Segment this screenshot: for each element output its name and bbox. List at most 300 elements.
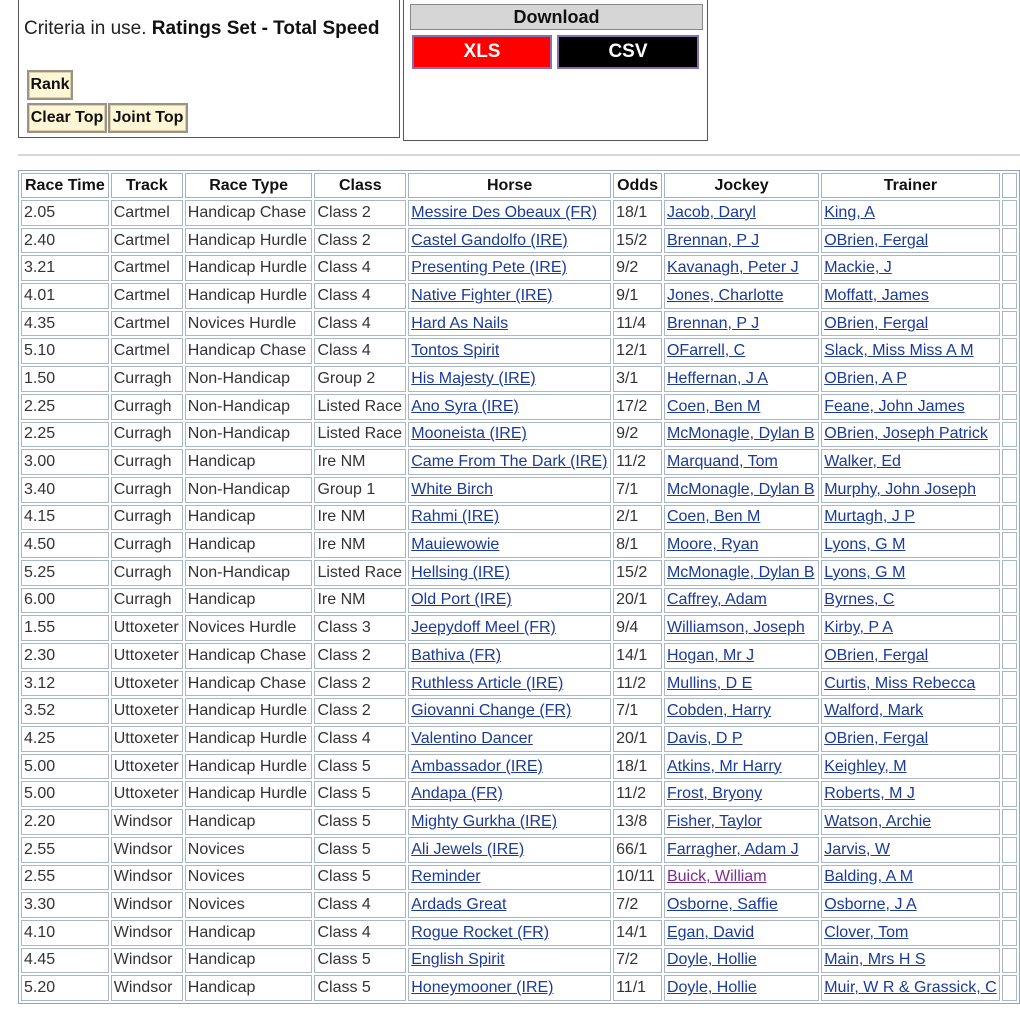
cell-odds: 12/1	[613, 338, 662, 364]
horse-link[interactable]: Mooneista (IRE)	[411, 425, 527, 443]
jockey-link[interactable]: McMonagle, Dylan B	[666, 425, 815, 443]
cell-horse	[408, 505, 611, 531]
cell-race-time: 4.50	[21, 532, 109, 558]
cell-extra	[1002, 338, 1017, 364]
cell-odds: 11/2	[613, 781, 662, 807]
horse-link[interactable]: Mauiewowie	[411, 536, 500, 554]
cell-horse	[408, 532, 611, 558]
cell-horse	[408, 837, 611, 863]
cell-race-time: 4.25	[21, 726, 109, 752]
jockey-link[interactable]: Fisher, Taylor	[666, 812, 762, 830]
cell-jockey	[664, 449, 819, 475]
cell-class: Group 1	[314, 477, 406, 503]
cell-extra	[1002, 948, 1017, 974]
cell-class: Ire NM	[314, 532, 406, 558]
cell-race-type: Handicap Chase	[185, 643, 313, 669]
trainer-link[interactable]: Walker, Ed	[824, 453, 901, 471]
cell-race-type: Handicap Hurdle	[185, 698, 313, 724]
horse-link[interactable]: Ardads Great	[411, 896, 507, 914]
horse-link[interactable]: Came From The Dark (IRE)	[411, 453, 608, 471]
header-class[interactable]: Class	[314, 173, 406, 198]
cell-odds: 13/8	[613, 809, 662, 835]
cell-horse	[408, 975, 611, 1001]
cell-horse	[408, 283, 611, 309]
table-row	[21, 505, 1017, 531]
cell-trainer	[821, 449, 999, 475]
cell-jockey	[664, 283, 819, 309]
cell-trainer	[821, 422, 999, 448]
trainer-link[interactable]: OBrien, Fergal	[824, 646, 929, 664]
cell-race-time: 1.55	[21, 615, 109, 641]
cell-horse	[408, 394, 611, 420]
horse-link[interactable]: Andapa (FR)	[411, 785, 503, 803]
cell-trainer	[821, 809, 999, 835]
cell-extra	[1002, 560, 1017, 586]
cell-horse	[408, 892, 611, 918]
cell-trainer	[821, 892, 999, 918]
cell-trainer	[821, 532, 999, 558]
cell-track: Curragh	[111, 588, 183, 614]
cell-odds: 7/2	[613, 892, 662, 918]
cell-extra	[1002, 643, 1017, 669]
cell-race-type: Non-Handicap	[185, 394, 313, 420]
cell-race-time: 2.55	[21, 837, 109, 863]
cell-trainer	[821, 837, 999, 863]
cell-race-time: 5.20	[21, 975, 109, 1001]
horse-link[interactable]: White Birch	[411, 480, 494, 498]
cell-race-time: 4.45	[21, 948, 109, 974]
cell-odds: 7/1	[613, 477, 662, 503]
cell-extra	[1002, 283, 1017, 309]
cell-trainer	[821, 698, 999, 724]
jockey-link[interactable]: Cobden, Harry	[666, 702, 772, 720]
jockey-link[interactable]: Frost, Bryony	[666, 785, 763, 803]
trainer-link[interactable]: Murtagh, J P	[824, 508, 915, 526]
cell-extra	[1002, 366, 1017, 392]
cell-odds: 9/2	[613, 255, 662, 281]
header-track[interactable]: Track	[111, 173, 183, 198]
trainer-link[interactable]: Curtis, Miss Rebecca	[824, 674, 976, 692]
horse-link[interactable]: Hellsing (IRE)	[411, 563, 510, 581]
jockey-link[interactable]: Jacob, Daryl	[666, 203, 756, 221]
cell-horse	[408, 588, 611, 614]
cell-race-time: 4.01	[21, 283, 109, 309]
clear-top-button[interactable]: Clear Top	[27, 103, 107, 133]
cell-track: Windsor	[111, 975, 183, 1001]
trainer-link[interactable]: OBrien, Joseph Patrick	[824, 425, 988, 443]
horse-link[interactable]: Ruthless Article (IRE)	[411, 674, 564, 692]
horse-link[interactable]: English Spirit	[411, 951, 505, 969]
jockey-link[interactable]: Davis, D P	[666, 729, 743, 747]
cell-extra	[1002, 671, 1017, 697]
jockey-link[interactable]: Hogan, Mr J	[666, 646, 755, 664]
cell-class: Ire NM	[314, 449, 406, 475]
csv-download-button[interactable]: CSV	[557, 35, 699, 69]
jockey-link[interactable]: Mullins, D E	[666, 674, 753, 692]
cell-horse	[408, 781, 611, 807]
horse-link[interactable]: Rahmi (IRE)	[411, 508, 500, 526]
trainer-link[interactable]: Balding, A M	[824, 868, 914, 886]
trainer-link[interactable]: OBrien, A P	[824, 369, 907, 387]
rank-button[interactable]: Rank	[27, 70, 73, 100]
download-panel	[403, 0, 708, 141]
jockey-link[interactable]: Farragher, Adam J	[666, 840, 799, 858]
jockey-link[interactable]: Brennan, P J	[666, 231, 760, 249]
table-row	[21, 837, 1017, 863]
cell-trainer	[821, 588, 999, 614]
trainer-link[interactable]: Watson, Archie	[824, 812, 932, 830]
cell-track: Cartmel	[111, 255, 183, 281]
table-row	[21, 283, 1017, 309]
jockey-link[interactable]: Buick, William	[666, 868, 767, 886]
cell-class: Class 5	[314, 809, 406, 835]
cell-extra	[1002, 920, 1017, 946]
horse-link[interactable]: Honeymooner (IRE)	[411, 979, 554, 997]
horse-link[interactable]: Ambassador (IRE)	[411, 757, 543, 775]
cell-class: Class 5	[314, 865, 406, 891]
cell-horse	[408, 200, 611, 226]
cell-odds: 14/1	[613, 643, 662, 669]
horse-link[interactable]: Ali Jewels (IRE)	[411, 840, 525, 858]
cell-odds: 7/2	[613, 948, 662, 974]
cell-track: Curragh	[111, 422, 183, 448]
cell-trainer	[821, 643, 999, 669]
cell-race-type: Handicap	[185, 948, 313, 974]
cell-track: Windsor	[111, 948, 183, 974]
cell-track: Curragh	[111, 449, 183, 475]
cell-track: Cartmel	[111, 311, 183, 337]
cell-jockey	[664, 588, 819, 614]
cell-class: Class 4	[314, 726, 406, 752]
trainer-link[interactable]: Feane, John James	[824, 397, 965, 415]
cell-extra	[1002, 422, 1017, 448]
jockey-link[interactable]: McMonagle, Dylan B	[666, 563, 815, 581]
horse-link[interactable]: Hard As Nails	[411, 314, 509, 332]
cell-horse	[408, 228, 611, 254]
cell-trainer	[821, 311, 999, 337]
cell-class: Class 4	[314, 311, 406, 337]
cell-extra	[1002, 505, 1017, 531]
cell-trainer	[821, 283, 999, 309]
table-row	[21, 754, 1017, 780]
cell-race-type: Handicap	[185, 505, 313, 531]
cell-race-type: Novices	[185, 837, 313, 863]
criteria-prefix: Criteria in use.	[24, 18, 152, 39]
horse-link[interactable]: Ano Syra (IRE)	[411, 397, 519, 415]
trainer-link[interactable]: Moffatt, James	[824, 286, 929, 304]
cell-race-type: Handicap Hurdle	[185, 754, 313, 780]
jockey-link[interactable]: Kavanagh, Peter J	[666, 259, 799, 277]
cell-race-type: Novices Hurdle	[185, 615, 313, 641]
trainer-link[interactable]: Roberts, M J	[824, 785, 915, 803]
cell-class: Class 5	[314, 754, 406, 780]
cell-jockey	[664, 975, 819, 1001]
cell-jockey	[664, 311, 819, 337]
cell-trainer	[821, 200, 999, 226]
jockey-link[interactable]: Moore, Ryan	[666, 536, 759, 554]
cell-race-type: Novices	[185, 892, 313, 918]
table-row	[21, 865, 1017, 891]
cell-trainer	[821, 671, 999, 697]
cell-race-time: 4.15	[21, 505, 109, 531]
table-row	[21, 477, 1017, 503]
cell-class: Class 2	[314, 643, 406, 669]
jockey-link[interactable]: Osborne, Saffie	[666, 896, 778, 914]
cell-class: Class 5	[314, 837, 406, 863]
cell-race-time: 3.30	[21, 892, 109, 918]
horse-link[interactable]: Native Fighter (IRE)	[411, 286, 553, 304]
cell-race-time: 4.10	[21, 920, 109, 946]
table-row	[21, 892, 1017, 918]
cell-odds: 14/1	[613, 920, 662, 946]
jockey-link[interactable]: McMonagle, Dylan B	[666, 480, 815, 498]
jockey-link[interactable]: Heffernan, J A	[666, 369, 769, 387]
cell-trainer	[821, 975, 999, 1001]
jockey-link[interactable]: Williamson, Joseph	[666, 619, 805, 637]
cell-race-type: Non-Handicap	[185, 477, 313, 503]
cell-race-type: Handicap	[185, 532, 313, 558]
horse-link[interactable]: Reminder	[411, 868, 481, 886]
cell-odds: 3/1	[613, 366, 662, 392]
cell-race-type: Handicap Hurdle	[185, 726, 313, 752]
jockey-link[interactable]: OFarrell, C	[666, 342, 746, 360]
criteria-panel	[18, 0, 400, 138]
trainer-link[interactable]: Kirby, P A	[824, 619, 893, 637]
cell-class: Class 4	[314, 255, 406, 281]
trainer-link[interactable]: OBrien, Fergal	[824, 314, 929, 332]
jockey-link[interactable]: Coen, Ben M	[666, 397, 761, 415]
header-race-time[interactable]: Race Time	[21, 173, 109, 198]
jockey-link[interactable]: Doyle, Hollie	[666, 951, 757, 969]
results-table	[18, 170, 1020, 1004]
cell-track: Curragh	[111, 505, 183, 531]
table-row	[21, 920, 1017, 946]
trainer-link[interactable]: Murphy, John Joseph	[824, 480, 976, 498]
cell-trainer	[821, 781, 999, 807]
cell-jockey	[664, 754, 819, 780]
trainer-link[interactable]: Osborne, J A	[824, 896, 917, 914]
cell-odds: 20/1	[613, 588, 662, 614]
table-row	[21, 560, 1017, 586]
cell-race-time: 5.00	[21, 754, 109, 780]
trainer-link[interactable]: Jarvis, W	[824, 840, 890, 858]
header-odds[interactable]: Odds	[613, 173, 662, 198]
cell-class: Class 2	[314, 200, 406, 226]
cell-trainer	[821, 948, 999, 974]
cell-odds: 9/1	[613, 283, 662, 309]
cell-horse	[408, 671, 611, 697]
cell-jockey	[664, 505, 819, 531]
cell-class: Class 3	[314, 615, 406, 641]
cell-extra	[1002, 228, 1017, 254]
table-row	[21, 255, 1017, 281]
cell-horse	[408, 920, 611, 946]
cell-track: Curragh	[111, 394, 183, 420]
header-race-type[interactable]: Race Type	[185, 173, 313, 198]
criteria-text	[24, 18, 379, 40]
cell-track: Windsor	[111, 920, 183, 946]
horse-link[interactable]: His Majesty (IRE)	[411, 369, 536, 387]
cell-track: Uttoxeter	[111, 726, 183, 752]
cell-horse	[408, 754, 611, 780]
cell-race-type: Handicap Hurdle	[185, 781, 313, 807]
horse-link[interactable]: Tontos Spirit	[411, 342, 500, 360]
cell-jockey	[664, 200, 819, 226]
cell-trainer	[821, 560, 999, 586]
cell-track: Cartmel	[111, 283, 183, 309]
joint-top-button[interactable]: Joint Top	[108, 103, 188, 133]
trainer-link[interactable]: King, A	[824, 203, 875, 221]
cell-track: Windsor	[111, 837, 183, 863]
table-row	[21, 809, 1017, 835]
horse-link[interactable]: Valentino Dancer	[411, 729, 533, 747]
cell-track: Windsor	[111, 892, 183, 918]
horse-link[interactable]: Rogue Rocket (FR)	[411, 923, 550, 941]
trainer-link[interactable]: Mackie, J	[824, 259, 892, 277]
cell-race-time: 3.40	[21, 477, 109, 503]
cell-race-type: Non-Handicap	[185, 366, 313, 392]
cell-race-type: Handicap	[185, 449, 313, 475]
trainer-link[interactable]: Slack, Miss Miss A M	[824, 342, 974, 360]
jockey-link[interactable]: Doyle, Hollie	[666, 979, 757, 997]
xls-download-button[interactable]: XLS	[412, 35, 552, 69]
cell-odds: 18/1	[613, 200, 662, 226]
cell-odds: 11/4	[613, 311, 662, 337]
cell-race-type: Handicap Hurdle	[185, 228, 313, 254]
jockey-link[interactable]: Brennan, P J	[666, 314, 760, 332]
cell-trainer	[821, 615, 999, 641]
cell-extra	[1002, 449, 1017, 475]
cell-track: Uttoxeter	[111, 781, 183, 807]
cell-trainer	[821, 754, 999, 780]
cell-class: Group 2	[314, 366, 406, 392]
header-extra	[1002, 173, 1017, 198]
cell-race-time: 2.20	[21, 809, 109, 835]
cell-jockey	[664, 615, 819, 641]
trainer-link[interactable]: Byrnes, C	[824, 591, 895, 609]
cell-class: Class 5	[314, 975, 406, 1001]
cell-race-time: 2.25	[21, 394, 109, 420]
cell-extra	[1002, 588, 1017, 614]
download-title: Download	[410, 4, 703, 30]
cell-odds: 11/2	[613, 671, 662, 697]
table-row	[21, 449, 1017, 475]
cell-horse	[408, 809, 611, 835]
cell-jockey	[664, 781, 819, 807]
cell-race-time: 3.52	[21, 698, 109, 724]
cell-jockey	[664, 948, 819, 974]
cell-jockey	[664, 477, 819, 503]
trainer-link[interactable]: Muir, W R & Grassick, C	[824, 979, 997, 997]
cell-extra	[1002, 698, 1017, 724]
header-horse[interactable]: Horse	[408, 173, 611, 198]
jockey-link[interactable]: Jones, Charlotte	[666, 286, 784, 304]
cell-trainer	[821, 726, 999, 752]
cell-odds: 9/4	[613, 615, 662, 641]
table-row	[21, 228, 1017, 254]
header-jockey[interactable]: Jockey	[664, 173, 819, 198]
cell-jockey	[664, 338, 819, 364]
cell-class: Listed Race	[314, 422, 406, 448]
table-row	[21, 311, 1017, 337]
cell-race-time: 1.50	[21, 366, 109, 392]
trainer-link[interactable]: OBrien, Fergal	[824, 231, 929, 249]
separator-line	[18, 154, 1020, 156]
cell-extra	[1002, 532, 1017, 558]
horse-link[interactable]: Giovanni Change (FR)	[411, 702, 572, 720]
cell-class: Class 4	[314, 920, 406, 946]
jockey-link[interactable]: Caffrey, Adam	[666, 591, 767, 609]
cell-odds: 8/1	[613, 532, 662, 558]
trainer-link[interactable]: Main, Mrs H S	[824, 951, 926, 969]
jockey-link[interactable]: Atkins, Mr Harry	[666, 757, 782, 775]
cell-extra	[1002, 726, 1017, 752]
horse-link[interactable]: Presenting Pete (IRE)	[411, 259, 567, 277]
trainer-link[interactable]: Walford, Mark	[824, 702, 924, 720]
cell-race-time: 3.00	[21, 449, 109, 475]
table-row	[21, 671, 1017, 697]
header-trainer[interactable]: Trainer	[821, 173, 999, 198]
trainer-link[interactable]: Clover, Tom	[824, 923, 909, 941]
cell-extra	[1002, 615, 1017, 641]
horse-link[interactable]: Old Port (IRE)	[411, 591, 512, 609]
cell-race-time: 3.12	[21, 671, 109, 697]
cell-race-type: Novices	[185, 865, 313, 891]
cell-race-type: Handicap Hurdle	[185, 255, 313, 281]
cell-extra	[1002, 837, 1017, 863]
horse-link[interactable]: Messire Des Obeaux (FR)	[411, 203, 598, 221]
cell-horse	[408, 865, 611, 891]
cell-class: Ire NM	[314, 588, 406, 614]
cell-class: Class 2	[314, 698, 406, 724]
criteria-value: Ratings Set - Total Speed	[151, 18, 380, 39]
trainer-link[interactable]: OBrien, Fergal	[824, 729, 929, 747]
cell-track: Uttoxeter	[111, 754, 183, 780]
trainer-link[interactable]: Lyons, G M	[824, 536, 906, 554]
trainer-link[interactable]: Lyons, G M	[824, 563, 906, 581]
cell-horse	[408, 311, 611, 337]
cell-race-type: Handicap	[185, 975, 313, 1001]
cell-horse	[408, 449, 611, 475]
table-body	[21, 200, 1017, 1001]
cell-horse	[408, 698, 611, 724]
cell-odds: 7/1	[613, 698, 662, 724]
cell-race-time: 4.35	[21, 311, 109, 337]
horse-link[interactable]: Bathiva (FR)	[411, 646, 502, 664]
cell-track: Cartmel	[111, 200, 183, 226]
cell-horse	[408, 726, 611, 752]
cell-jockey	[664, 560, 819, 586]
cell-race-type: Handicap Chase	[185, 200, 313, 226]
cell-odds: 11/1	[613, 975, 662, 1001]
jockey-link[interactable]: Egan, David	[666, 923, 755, 941]
cell-jockey	[664, 865, 819, 891]
horse-link[interactable]: Mighty Gurkha (IRE)	[411, 812, 558, 830]
horse-link[interactable]: Jeepydoff Meel (FR)	[411, 619, 556, 637]
horse-link[interactable]: Castel Gandolfo (IRE)	[411, 231, 568, 249]
cell-track: Curragh	[111, 366, 183, 392]
cell-odds: 2/1	[613, 505, 662, 531]
cell-jockey	[664, 671, 819, 697]
cell-horse	[408, 366, 611, 392]
table-row	[21, 948, 1017, 974]
table-row	[21, 338, 1017, 364]
cell-track: Cartmel	[111, 338, 183, 364]
trainer-link[interactable]: Keighley, M	[824, 757, 907, 775]
jockey-link[interactable]: Coen, Ben M	[666, 508, 761, 526]
jockey-link[interactable]: Marquand, Tom	[666, 453, 778, 471]
cell-jockey	[664, 837, 819, 863]
